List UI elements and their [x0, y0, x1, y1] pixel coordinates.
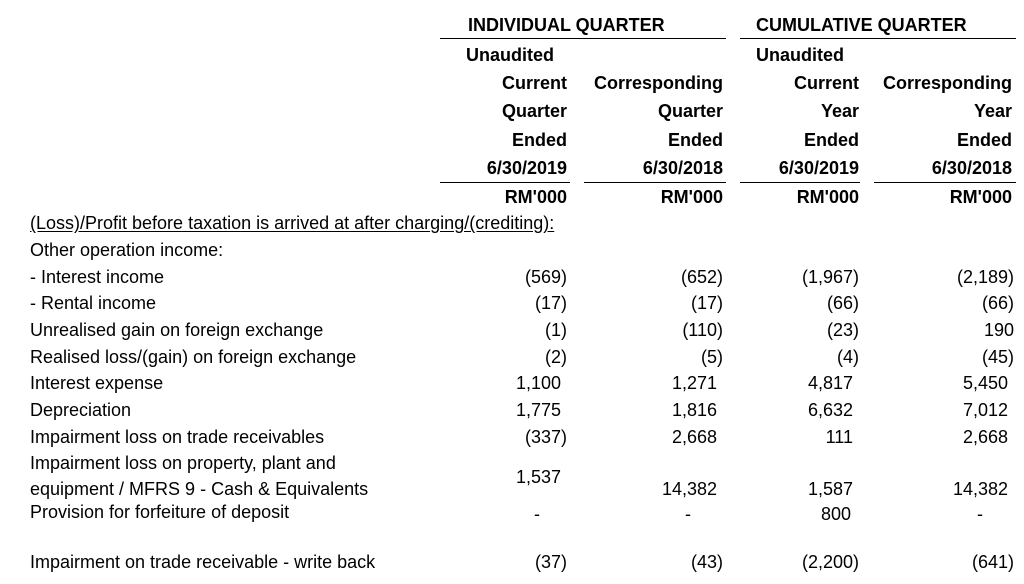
cumulative-heading-rule	[740, 38, 1016, 39]
col3-ended: Ended	[803, 130, 859, 150]
row-label: Depreciation	[30, 400, 132, 420]
col1-unit: RM'000	[504, 187, 567, 207]
row-value-col3: (66)	[826, 293, 859, 313]
row-value-col3: 1,587	[807, 479, 853, 499]
row-value-col2: (5)	[701, 347, 723, 367]
col3-unit: RM'000	[796, 187, 859, 207]
unaudited-label-cumulative: Unaudited	[756, 45, 844, 65]
section-label: Other operation income:	[30, 240, 224, 260]
row-value-col1: (1)	[545, 320, 567, 340]
col3-year: Year	[820, 101, 859, 121]
row-value-col1: 1,537	[515, 467, 561, 487]
row-label-continued: equipment / MFRS 9 - Cash & Equivalents	[30, 479, 369, 499]
col4-unit: RM'000	[949, 187, 1012, 207]
row-value-col2: 2,668	[671, 427, 717, 447]
col4-date-rule	[874, 182, 1016, 183]
row-value-col1: (37)	[534, 552, 567, 572]
col4-ended: Ended	[956, 130, 1012, 150]
col2-date-rule	[584, 182, 726, 183]
row-value-col4: (2,189)	[956, 267, 1014, 287]
col4-date: 6/30/2018	[931, 158, 1012, 178]
row-value-col3: 111	[825, 427, 853, 447]
row-value-col1: (569)	[524, 267, 567, 287]
row-label: - Rental income	[30, 293, 157, 313]
col2-ended: Ended	[667, 130, 723, 150]
row-value-col4: 2,668	[962, 427, 1008, 447]
unaudited-label-individual: Unaudited	[466, 45, 554, 65]
row-value-col3: (4)	[837, 347, 859, 367]
col1-date: 6/30/2019	[486, 158, 567, 178]
row-value-col2: (110)	[682, 320, 723, 340]
row-value-col4: 5,450	[962, 373, 1008, 393]
row-value-col3: (23)	[826, 320, 859, 340]
row-value-col4: 14,382	[952, 479, 1008, 499]
col2-date: 6/30/2018	[642, 158, 723, 178]
row-value-col1: (337)	[524, 427, 567, 447]
row-label: Impairment loss on trade receivables	[30, 427, 325, 447]
row-value-col2: -	[685, 504, 691, 524]
col1-date-rule	[440, 182, 570, 183]
row-value-col4: -	[977, 504, 983, 524]
row-value-col1: (2)	[545, 347, 567, 367]
row-value-col3: 6,632	[807, 400, 853, 420]
col3-current: Current	[793, 73, 859, 93]
col1-current: Current	[501, 73, 567, 93]
individual-quarter-heading: INDIVIDUAL QUARTER	[468, 15, 665, 35]
row-label: Realised loss/(gain) on foreign exchange	[30, 347, 357, 367]
row-value-col2: (652)	[680, 267, 723, 287]
row-value-col2: 1,816	[671, 400, 717, 420]
individual-heading-rule	[440, 38, 726, 39]
row-value-col2: 1,271	[671, 373, 717, 393]
row-value-col3: (2,200)	[801, 552, 859, 572]
row-label: Impairment loss on property, plant and	[30, 453, 336, 473]
cumulative-quarter-heading: CUMULATIVE QUARTER	[756, 15, 967, 35]
col2-corresponding: Corresponding	[594, 73, 723, 93]
row-value-col4: (45)	[981, 347, 1014, 367]
row-value-col1: (17)	[534, 293, 567, 313]
col4-corresponding: Corresponding	[883, 73, 1012, 93]
row-value-col2: 14,382	[661, 479, 717, 499]
col4-year: Year	[973, 101, 1012, 121]
col3-date-rule	[740, 182, 860, 183]
row-value-col3: 800	[820, 504, 851, 524]
row-value-col4: 7,012	[962, 400, 1008, 420]
row-value-col2: (43)	[690, 552, 723, 572]
row-value-col4: (66)	[981, 293, 1014, 313]
row-value-col4: (641)	[971, 552, 1014, 572]
row-value-col4: 190	[983, 320, 1014, 340]
row-label: Interest expense	[30, 373, 164, 393]
row-value-col1: 1,100	[515, 373, 561, 393]
intro-text: (Loss)/Profit before taxation is arrived at after charging/(crediting):	[30, 213, 555, 233]
row-value-col1: 1,775	[515, 400, 561, 420]
row-label: - Interest income	[30, 267, 165, 287]
row-value-col2: (17)	[690, 293, 723, 313]
col1-quarter: Quarter	[501, 101, 567, 121]
row-value-col1: -	[534, 504, 540, 524]
col1-ended: Ended	[511, 130, 567, 150]
row-label: Provision for forfeiture of deposit	[30, 502, 290, 522]
col2-quarter: Quarter	[657, 101, 723, 121]
row-label: Impairment on trade receivable - write back	[30, 552, 376, 572]
col3-date: 6/30/2019	[778, 158, 859, 178]
row-value-col3: 4,817	[807, 373, 853, 393]
row-value-col3: (1,967)	[801, 267, 859, 287]
row-label: Unrealised gain on foreign exchange	[30, 320, 324, 340]
col2-unit: RM'000	[660, 187, 723, 207]
